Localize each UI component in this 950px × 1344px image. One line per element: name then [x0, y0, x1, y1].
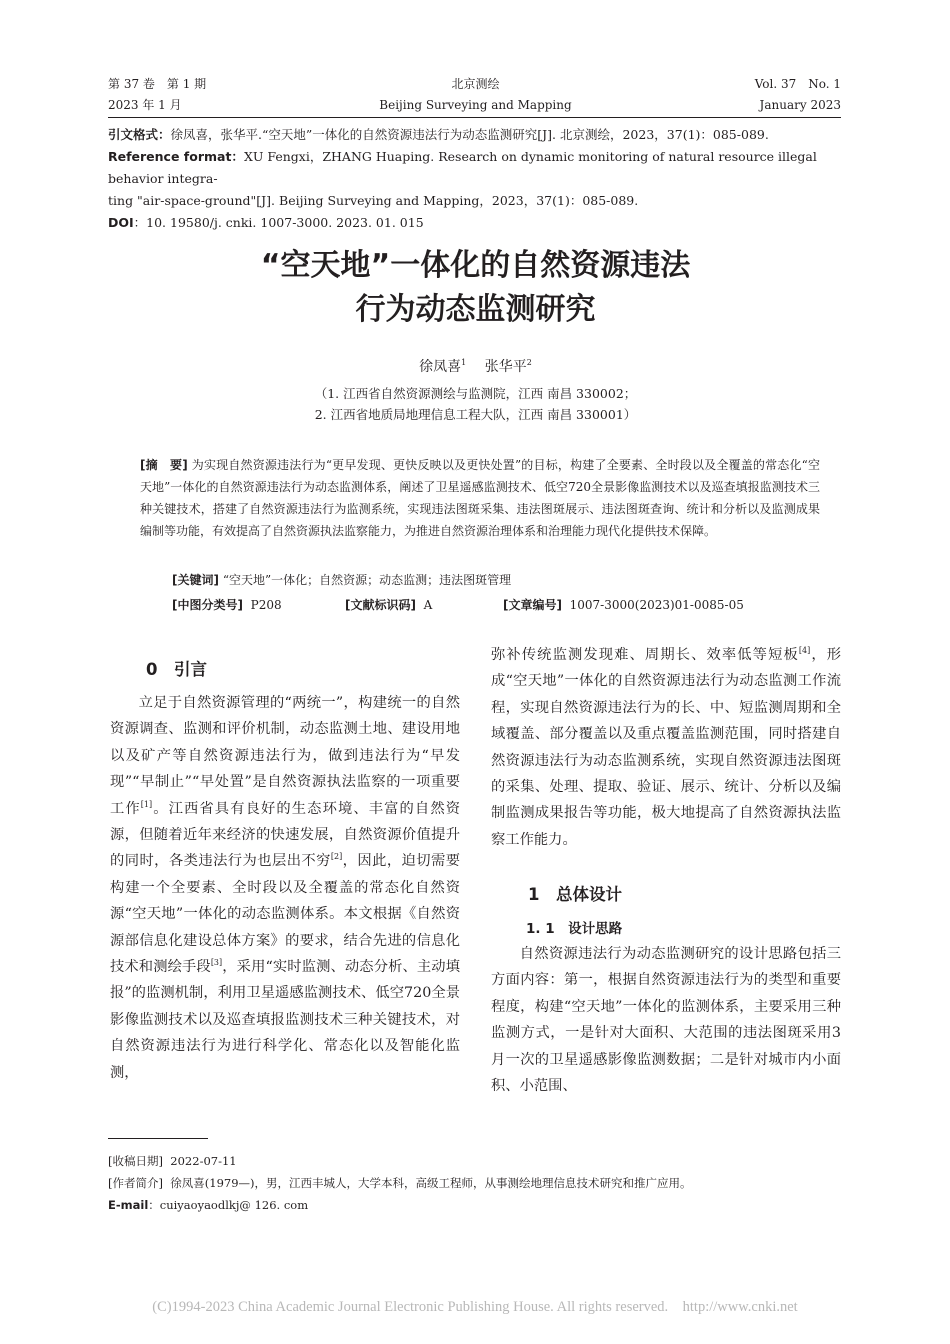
clc-value: P208 — [250, 598, 282, 612]
section-1-1-heading: 1. 1 设计思路 — [526, 921, 623, 937]
abstract-label: [摘 要] — [140, 458, 188, 472]
paper-title — [108, 244, 843, 332]
affiliation-2: 2. 江西省地质局地理信息工程大队，江西 南昌 330001） — [314, 407, 637, 422]
left-column-text — [110, 690, 460, 1086]
citation-cn — [108, 124, 843, 146]
clc-label: [中图分类号] — [172, 598, 243, 612]
cnki-watermark: (C)1994-2023 China Academic Journal Electronic Publishing House. All rights reserved. http://www.cnki.net — [152, 1299, 798, 1315]
footnote-author — [108, 1172, 692, 1195]
citation-cn-text: 徐凤喜，张华平.“空天地”一体化的自然资源违法行为动态监测研究[J]. 北京测绘，2023，37(1)：085-089. — [170, 127, 769, 142]
email-label: E-mail — [108, 1198, 149, 1212]
ref-2: [2] — [330, 852, 343, 862]
keywords-text: “空天地”一体化；自然资源；动态监测；违法图斑管理 — [222, 573, 512, 587]
intro-text-b: 。江西省具有良好的生态环境、丰富的自然资源，但随着近年来经济的快速发展，自然资源价值提升的同时，各类违法行为也层出不穷 — [110, 800, 461, 870]
citation-en-text-1: XU Fengxi，ZHANG Huaping. Research on dynamic monitoring of natural resource illegal behavior integra- — [108, 149, 817, 186]
design-ideas-text — [491, 941, 841, 1099]
ref-4: [4] — [798, 646, 811, 655]
doi-label: DOI — [108, 215, 134, 230]
article-no-value: 1007-3000(2023)01-0085-05 — [569, 598, 744, 612]
article-number — [503, 594, 744, 616]
author-2-affil: 2 — [526, 358, 532, 367]
paragraph-intro — [110, 690, 460, 1086]
ref-3: [3] — [210, 958, 223, 968]
header-volume-issue: 第 37 卷 第 1 期 — [108, 77, 207, 91]
footnote-rule — [108, 1138, 208, 1139]
clc-number — [172, 594, 282, 616]
header-journal-cn: 北京测绘 — [451, 77, 500, 91]
header-date-en: January 2023 — [759, 98, 841, 112]
abstract — [140, 454, 820, 542]
email-value: ：cuiyaoyaodlkj@ 126. com — [148, 1198, 309, 1212]
paragraph-intro-cont — [491, 642, 841, 853]
paper-title-line2: 行为动态监测研究 — [355, 292, 596, 327]
header-journal-en: Beijing Surveying and Mapping — [379, 98, 572, 112]
citation-en-label: Reference format： — [108, 149, 244, 164]
citation-en — [108, 146, 843, 190]
author-2: 张华平 — [484, 359, 527, 375]
header-rule — [108, 117, 841, 118]
intro-cont-text-a: 弥补传统监测发现难、周期长、效率低等短板 — [491, 647, 799, 663]
intro-text-d: ，采用“实时监测、动态分析、主动填报”的监测机制，利用卫星遥感监测技术、低空720全景影像监测技术以及巡查填报监测技术三种关键技术，对自然资源违法行为进行科学化、常态化以及智能化监测， — [110, 959, 460, 1081]
intro-cont-text-b: ，形成“空天地”一体化的自然资源违法行为动态监测工作流程，实现自然资源违法行为的长、中、短监测周期和全域覆盖、部分覆盖以及重点覆盖监测范围，同时搭建自然资源违法行为动态监测系统，实现自然资源违法图斑的采集、处理、提取、验证、展示、统计、分析以及编制监测成果报告等功能，极大地提高了自然资源执法监察工作能力。 — [491, 647, 842, 848]
doc-code-label: [文献标识码] — [345, 598, 416, 612]
author-1: 徐凤喜 — [419, 359, 462, 375]
author-1-affil: 1 — [461, 358, 467, 367]
article-no-label: [文章编号] — [503, 598, 562, 612]
received-value: 2022-07-11 — [170, 1154, 237, 1168]
section-0-heading: 0 引言 — [146, 660, 207, 679]
abstract-text: 为实现自然资源违法行为“更早发现、更快反映以及更快处置”的目标，构建了全要素、全时段以及全覆盖的常态化“空天地”一体化的自然资源违法行为动态监测体系，阐述了卫星遥感监测技术、低空720全景影像监测技术以及巡查填报监测技术三种关键技术，搭建了自然资源违法行为监测系统，实现违法图斑采集、违法图斑展示、违法图斑查询、统计和分析以及监测成果编制等功能，有效提高了自然资源执法监察能力，为推进自然资源治理体系和治理能力现代化提供技术保障。 — [140, 458, 820, 538]
document-code — [345, 594, 432, 616]
received-label: [收稿日期] — [108, 1154, 163, 1168]
paragraph-design: 自然资源违法行为动态监测研究的设计思路包括三方面内容：第一，根据自然资源违法行为的类型和重要程度，构建“空天地”一体化的监测体系，主要采用三种监测方式，一是针对大面积、大范围的违法图斑采用3月一次的卫星遥感影像监测数据；二是针对城市内小面积、小范围、 — [491, 946, 841, 1095]
affiliation-1: （1. 江西省自然资源测绘与监测院，江西 南昌 330002； — [314, 386, 637, 401]
doi-text: ：10. 19580/j. cnki. 1007-3000. 2023. 01. 015 — [133, 215, 424, 230]
paper-title-line1: “空天地”一体化的自然资源违法 — [260, 248, 691, 283]
intro-text-c: ，因此，迫切需要构建一个全要素、全时段以及全覆盖的常态化自然资源“空天地”一体化的动态监测体系。本文根据《自然资源部信息化建设总体方案》的要求，结合先进的信息化技术和测绘手段 — [110, 853, 461, 976]
citation-en-cont: ting "air-space-ground"[J]. Beijing Surveying and Mapping，2023，37(1)：085-089. — [108, 193, 639, 208]
footnote-email — [108, 1194, 308, 1217]
header-date: 2023 年 1 月 — [108, 98, 182, 112]
ref-1: [1] — [140, 799, 153, 809]
right-column-text — [491, 642, 841, 853]
doc-code-value: A — [423, 598, 433, 612]
affiliations — [108, 383, 843, 425]
citation-block — [108, 124, 843, 234]
citation-cn-label: 引文格式： — [108, 127, 171, 142]
authors — [108, 357, 843, 377]
header-volume-en: Vol. 37 No. 1 — [754, 77, 841, 91]
keywords-label: [关键词] — [172, 573, 219, 587]
author-bio-value: 徐凤喜(1979—)，男，江西丰城人，大学本科，高级工程师，从事测绘地理信息技术研究和推广应用。 — [170, 1176, 692, 1190]
citation-doi — [108, 212, 843, 234]
section-1-heading: 1 总体设计 — [528, 885, 622, 904]
intro-text-a: 立足于自然资源管理的“两统一”，构建统一的自然资源调查、监测和评价机制，动态监测土地、建设用地以及矿产等自然资源违法行为，做到违法行为“早发现”“早制止”“早处置”是自然资源执法监察的一项重要工作 — [110, 695, 460, 817]
keywords — [172, 569, 511, 591]
author-bio-label: [作者简介] — [108, 1176, 163, 1190]
footnote-received — [108, 1150, 237, 1173]
